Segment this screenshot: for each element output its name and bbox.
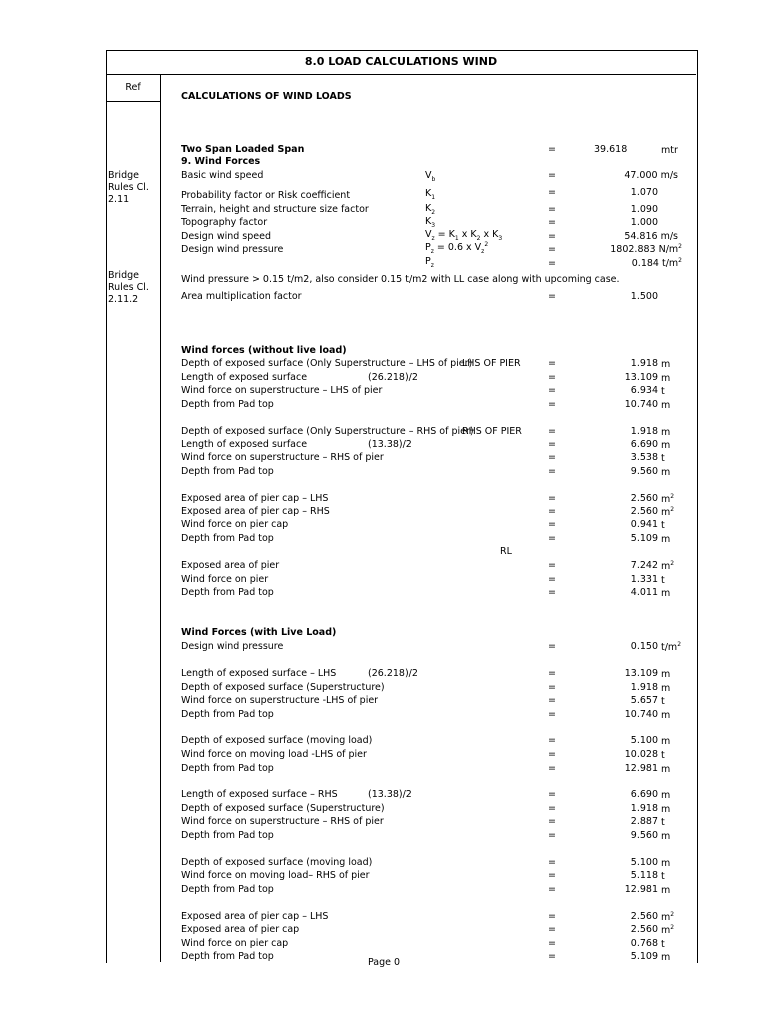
calc-row-unit: $m^2$	[661, 559, 675, 572]
calc-row-eq: =	[548, 884, 556, 895]
calc-row-label: Depth of exposed surface (Superstructure)	[181, 803, 385, 814]
calc-row-label: Length of exposed surface – RHS	[181, 789, 338, 800]
calc-row-value: 2.560	[630, 506, 658, 517]
calc-row-eq: =	[548, 399, 556, 410]
calc-row-label: Exposed area of pier cap – LHS	[181, 493, 329, 504]
calc-row-eq: =	[548, 560, 556, 571]
rl-label: RL	[500, 546, 512, 557]
ref-header: Ref	[106, 75, 160, 102]
calc-row-eq: =	[548, 911, 556, 922]
calc-row-value: 2.887	[630, 816, 658, 827]
calc-row-label: Length of exposed surface	[181, 372, 308, 383]
lhs-of-pier-tag: LHS OF PIER	[462, 358, 521, 369]
calc-row-value: 1.918	[630, 426, 658, 437]
calc-row-unit: $t/m^2$	[661, 640, 682, 653]
calc-row-value: 10.028	[624, 749, 658, 760]
calc-row-value: 12.981	[624, 884, 658, 895]
calc-row-label: Wind force on moving load -LHS of pier	[181, 749, 367, 760]
calc-row-value: 5.109	[630, 951, 658, 962]
lhs-formula: (26.218)/2	[368, 372, 418, 383]
param-value: 47.000 m/s	[624, 170, 678, 181]
calc-row-label: Wind force on superstructure – RHS of pier	[181, 816, 384, 827]
formula-design-wind-speed: $V_z = K_1$ x $K_2$ x $K_3$	[425, 229, 503, 242]
calc-row-unit: m	[661, 683, 671, 694]
calc-row-eq: =	[548, 789, 556, 800]
calc-row-eq: =	[548, 763, 556, 774]
calc-row-eq: =	[548, 924, 556, 935]
calc-row-value: 2.560	[630, 911, 658, 922]
ref-note-2-line2: Rules Cl.	[108, 282, 149, 293]
calc-row-label: Depth of exposed surface (moving load)	[181, 735, 373, 746]
with-ll-heading: Wind Forces (with Live Load)	[181, 627, 337, 638]
calc-row-label: Depth from Pad top	[181, 587, 274, 598]
param-eq: =	[548, 170, 556, 181]
calc-row-label: Exposed area of pier cap – RHS	[181, 506, 330, 517]
rhs-of-pier-tag: RHS OF PIER	[462, 426, 522, 437]
ref-note-1-line1: Bridge	[108, 170, 139, 181]
calc-row-eq: =	[548, 574, 556, 585]
calc-row-unit: m	[661, 534, 671, 545]
calc-row-value: 1.331	[630, 574, 658, 585]
calc-row-label: Depth from Pad top	[181, 830, 274, 841]
calc-row-unit: m	[661, 440, 671, 451]
calc-row-eq: =	[548, 803, 556, 814]
calc-row-label: Design wind pressure	[181, 641, 284, 652]
calc-row-label: Depth from Pad top	[181, 466, 274, 477]
calc-row-label: Wind force on superstructure – LHS of pier	[181, 385, 383, 396]
ref-note-1-line3: 2.11	[108, 194, 130, 205]
param-symbol: $K_2$	[425, 203, 436, 216]
calc-row-value: 0.768	[630, 938, 658, 949]
calc-row-eq: =	[548, 870, 556, 881]
calc-row-label: Depth from Pad top	[181, 709, 274, 720]
calc-row-unit: t	[661, 453, 665, 464]
calc-row-eq: =	[548, 735, 556, 746]
calc-row-eq: =	[548, 682, 556, 693]
calc-row-value: 4.011	[630, 587, 658, 598]
calc-row-eq: =	[548, 668, 556, 679]
calc-row-unit: m	[661, 427, 671, 438]
calc-row-unit: m	[661, 858, 671, 869]
span-eq: =	[548, 144, 556, 155]
calc-row-label: Depth from Pad top	[181, 763, 274, 774]
param-value: 1.070	[630, 187, 658, 198]
calc-row-eq: =	[548, 372, 556, 383]
calc-row-unit: m	[661, 952, 671, 963]
calc-row-value: 5.109	[630, 533, 658, 544]
ref-note-2-line1: Bridge	[108, 270, 139, 281]
calc-row-unit: m	[661, 804, 671, 815]
calc-row-unit: m	[661, 831, 671, 842]
formula-design-wind-pressure: $P_z = 0.6$ x $V_z^2$	[425, 240, 489, 255]
calc-row-eq: =	[548, 519, 556, 530]
rhs-formula: (13.38)/2	[368, 439, 412, 450]
calc-row-unit: m	[661, 790, 671, 801]
calc-row-eq: =	[548, 857, 556, 868]
param-label: Basic wind speed	[181, 170, 264, 181]
lhs-formula-ll: (26.218)/2	[368, 668, 418, 679]
calc-row-eq: =	[548, 709, 556, 720]
param-value: 54.816 m/s	[624, 231, 678, 242]
calc-row-unit: m	[661, 467, 671, 478]
calc-row-unit: t	[661, 575, 665, 586]
calc-row-label: Exposed area of pier cap – LHS	[181, 911, 329, 922]
calc-row-label: Wind force on moving load– RHS of pier	[181, 870, 370, 881]
calc-row-eq: =	[548, 466, 556, 477]
calc-row-value: 5.100	[630, 857, 658, 868]
span-label: Two Span Loaded Span	[181, 144, 305, 155]
calc-row-label: Depth of exposed surface (moving load)	[181, 857, 373, 868]
calc-row-value: 1.918	[630, 682, 658, 693]
calc-row-label: Wind force on pier	[181, 574, 269, 585]
calc-row-label: Depth from Pad top	[181, 399, 274, 410]
calc-row-value: 7.242	[630, 560, 658, 571]
wind-note: Wind pressure > 0.15 t/m2, also consider 0.15 t/m2 with LL case along with upcoming case.	[181, 274, 620, 285]
area-factor-label: Area multiplication factor	[181, 291, 302, 302]
calc-row-eq: =	[548, 951, 556, 962]
calc-row-eq: =	[548, 749, 556, 760]
calc-row-unit: $m^2$	[661, 492, 675, 505]
calc-row-value: 3.538	[630, 452, 658, 463]
calc-row-unit: t	[661, 939, 665, 950]
calc-row-unit: $m^2$	[661, 923, 675, 936]
calc-row-eq: =	[548, 385, 556, 396]
calc-row-value: 9.560	[630, 830, 658, 841]
calc-row-unit: m	[661, 373, 671, 384]
param-eq: =	[548, 291, 556, 302]
calc-row-label: Wind force on pier cap	[181, 938, 289, 949]
param-value: 0.184 $t/m^2$	[631, 256, 682, 269]
calc-row-unit: t	[661, 696, 665, 707]
calc-row-label: Exposed area of pier cap	[181, 924, 300, 935]
calc-row-unit: t	[661, 817, 665, 828]
calc-row-eq: =	[548, 641, 556, 652]
param-eq: =	[548, 244, 556, 255]
param-label: Terrain, height and structure size factor	[181, 204, 369, 215]
calc-row-unit: m	[661, 400, 671, 411]
calc-row-eq: =	[548, 816, 556, 827]
calc-row-unit: m	[661, 736, 671, 747]
calc-row-unit: m	[661, 885, 671, 896]
calc-row-label: Depth of exposed surface (Only Superstructure – RHS of pier)	[181, 426, 474, 437]
param-label: Design wind speed	[181, 231, 271, 242]
calc-row-value: 6.690	[630, 439, 658, 450]
ref-note-1-line2: Rules Cl.	[108, 182, 149, 193]
calc-row-label: Depth from Pad top	[181, 884, 274, 895]
calc-row-unit: m	[661, 764, 671, 775]
calc-row-unit: $m^2$	[661, 910, 675, 923]
span-value: 39.618	[594, 144, 628, 155]
calc-row-unit: t	[661, 750, 665, 761]
calc-row-label: Length of exposed surface – LHS	[181, 668, 337, 679]
span-unit: mtr	[661, 145, 678, 156]
section-heading: CALCULATIONS OF WIND LOADS	[181, 91, 352, 102]
calc-row-label: Wind force on superstructure – RHS of pier	[181, 452, 384, 463]
calc-row-eq: =	[548, 426, 556, 437]
calc-row-unit: t	[661, 871, 665, 882]
calc-row-value: 9.560	[630, 466, 658, 477]
calc-row-eq: =	[548, 830, 556, 841]
calc-row-eq: =	[548, 452, 556, 463]
calc-row-label: Wind force on superstructure -LHS of pier	[181, 695, 379, 706]
calc-row-value: 2.560	[630, 924, 658, 935]
calc-row-eq: =	[548, 938, 556, 949]
param-label: Topography factor	[181, 217, 268, 228]
calc-row-label: Depth from Pad top	[181, 951, 274, 962]
calc-row-label: Wind force on pier cap	[181, 519, 289, 530]
ref-note-2-line3: 2.11.2	[108, 294, 139, 305]
calc-row-label: Depth of exposed surface (Superstructure)	[181, 682, 385, 693]
calc-row-unit: m	[661, 588, 671, 599]
param-eq: =	[548, 258, 556, 269]
param-eq: =	[548, 217, 556, 228]
calc-row-label: Depth of exposed surface (Only Superstructure – LHS of pier)	[181, 358, 473, 369]
calc-row-eq: =	[548, 439, 556, 450]
calc-row-value: 12.981	[624, 763, 658, 774]
rhs-formula-ll: (13.38)/2	[368, 789, 412, 800]
param-eq: =	[548, 204, 556, 215]
calc-row-unit: $m^2$	[661, 505, 675, 518]
calc-row-eq: =	[548, 358, 556, 369]
param-label: Probability factor or Risk coefficient	[181, 190, 351, 201]
param-value: 1802.883 $N/m^2$	[610, 242, 682, 255]
calc-row-value: 6.934	[630, 385, 658, 396]
area-factor-value: 1.500	[630, 291, 658, 302]
calc-row-unit: t	[661, 386, 665, 397]
ref-column	[106, 75, 161, 962]
calc-row-label: Length of exposed surface	[181, 439, 308, 450]
param-symbol: $V_b$	[425, 170, 436, 183]
calc-row-value: 5.100	[630, 735, 658, 746]
without-ll-heading: Wind forces (without live load)	[181, 345, 347, 356]
calc-row-eq: =	[548, 506, 556, 517]
calc-row-value: 13.109	[624, 372, 658, 383]
param-symbol: $K_1$	[425, 188, 436, 201]
param-eq: =	[548, 231, 556, 242]
calc-row-value: 1.918	[630, 803, 658, 814]
calc-row-unit: m	[661, 669, 671, 680]
symbol-pz: $P_z$	[425, 256, 434, 269]
calc-row-value: 5.657	[630, 695, 658, 706]
calc-row-eq: =	[548, 533, 556, 544]
calc-row-eq: =	[548, 587, 556, 598]
calc-row-value: 5.118	[630, 870, 658, 881]
param-value: 1.090	[630, 204, 658, 215]
calc-row-value: 0.150	[630, 641, 658, 652]
page-title: 8.0 LOAD CALCULATIONS WIND	[106, 50, 696, 75]
calc-row-value: 10.740	[624, 709, 658, 720]
calc-row-value: 2.560	[630, 493, 658, 504]
param-eq: =	[548, 187, 556, 198]
calc-row-value: 0.941	[630, 519, 658, 530]
param-label: Design wind pressure	[181, 244, 284, 255]
calc-row-unit: m	[661, 710, 671, 721]
calc-row-label: Exposed area of pier	[181, 560, 280, 571]
calc-row-value: 6.690	[630, 789, 658, 800]
calc-row-label: Depth from Pad top	[181, 533, 274, 544]
calc-row-unit: t	[661, 520, 665, 531]
wind-forces-heading: 9. Wind Forces	[181, 156, 261, 167]
calc-row-eq: =	[548, 493, 556, 504]
calc-row-value: 1.918	[630, 358, 658, 369]
param-value: 1.000	[630, 217, 658, 228]
calc-row-eq: =	[548, 695, 556, 706]
calc-row-value: 13.109	[624, 668, 658, 679]
param-symbol: $K_3$	[425, 216, 436, 229]
calc-row-value: 10.740	[624, 399, 658, 410]
page-number: Page 0	[367, 957, 401, 968]
calc-row-unit: m	[661, 359, 671, 370]
